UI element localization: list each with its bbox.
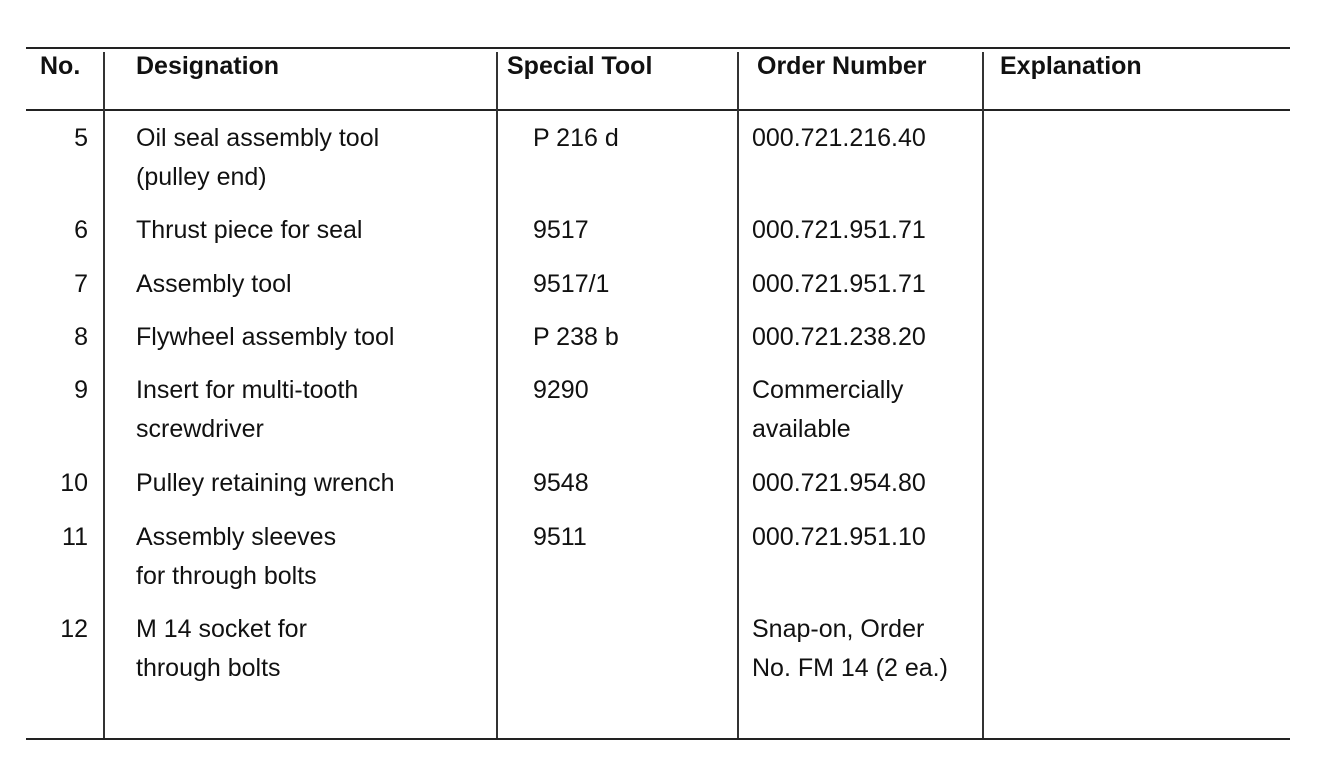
row-6-no: 6 [74,216,88,244]
row-9-order-number: Commercially available [752,376,904,443]
row-9-designation: Insert for multi-tooth screwdriver [136,376,359,443]
row-7-special-tool: 9517/1 [533,270,610,298]
row-12-order-number: Snap-on, Order No. FM 14 (2 ea.) [752,615,948,682]
header-order-number: Order Number [757,52,927,80]
column-divider-designation [496,52,498,738]
row-11-no: 11 [62,523,88,551]
column-divider-special-tool [737,52,739,738]
header-no: No. [40,52,81,80]
column-divider-no [103,52,105,738]
row-6-order-number: 000.721.951.71 [752,216,926,244]
row-10-special-tool: 9548 [533,469,589,497]
row-8-no: 8 [74,323,88,351]
row-12-designation: M 14 socket for through bolts [136,615,307,682]
row-11-order-number: 000.721.951.10 [752,523,926,551]
row-6-designation: Thrust piece for seal [136,216,363,244]
row-8-designation: Flywheel assembly tool [136,323,395,351]
column-divider-order-number [982,52,984,738]
row-10-designation: Pulley retaining wrench [136,469,395,497]
row-10-no: 10 [60,469,88,497]
header-special-tool: Special Tool [507,52,653,80]
row-5-designation: Oil seal assembly tool (pulley end) [136,124,380,191]
row-10-order-number: 000.721.954.80 [752,469,926,497]
row-8-order-number: 000.721.238.20 [752,323,926,351]
table-top-rule [26,47,1290,49]
row-9-no: 9 [74,376,88,404]
row-12-no: 12 [60,615,88,643]
row-6-special-tool: 9517 [533,216,589,244]
row-7-order-number: 000.721.951.71 [752,270,926,298]
row-8-special-tool: P 238 b [533,323,619,351]
header-bottom-rule [26,109,1290,111]
table-bottom-rule [26,738,1290,740]
row-11-special-tool: 9511 [533,523,587,551]
header-designation: Designation [136,52,280,80]
row-5-special-tool: P 216 d [533,124,619,152]
header-explanation: Explanation [1000,52,1142,80]
row-11-designation: Assembly sleeves for through bolts [136,523,337,590]
row-7-designation: Assembly tool [136,270,292,298]
row-7-no: 7 [74,270,88,298]
row-5-order-number: 000.721.216.40 [752,124,926,152]
row-5-no: 5 [74,124,88,152]
row-9-special-tool: 9290 [533,376,589,404]
